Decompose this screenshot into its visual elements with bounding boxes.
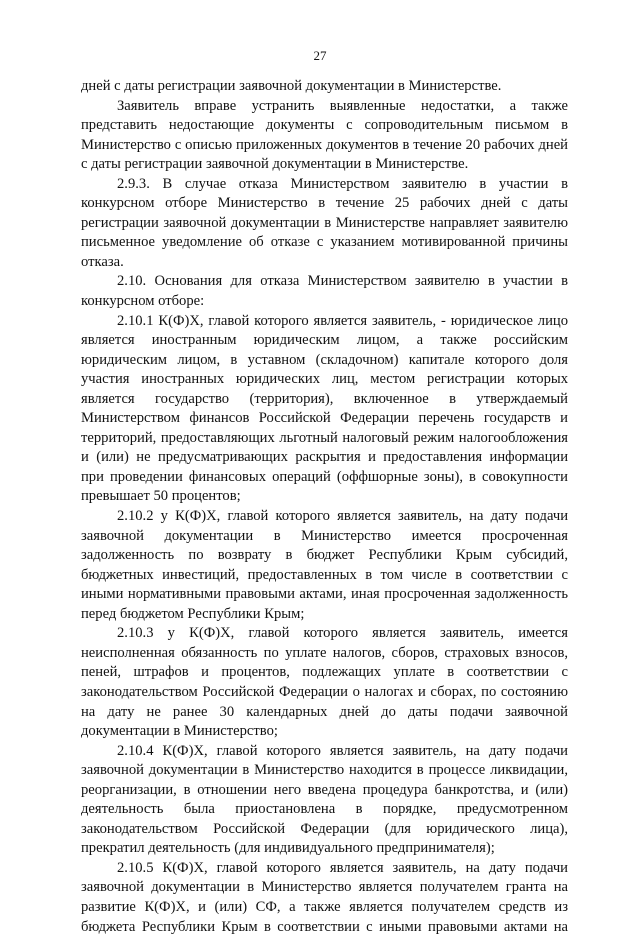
paragraph-2-10-3: 2.10.3 у К(Ф)Х, главой которого является заявитель, имеется неисполненная обязанность по уплате налогов, сборов, страховых взносов, пеней, штрафов и процентов, подлежащих уплате в соответствии с законодательством Российской Федерации о налогах и сборах, по состоянию на дату не ранее 30 календарных дней до даты подачи заявочной документации в Министерство; [81,625,568,740]
paragraph-2-10-2: 2.10.2 у К(Ф)Х, главой которого является заявитель, на дату подачи заявочной документации в Министерство имеется просроченная задолженность по возврату в бюджет Республики Крым субсидий, бюджетных инвестиций, предоставленных в том числе в соответствии с иными нормативными правовыми актами, иная просроченная задолженность перед бюджетом Республики Крым; [81,508,568,622]
paragraph-2-10: 2.10. Основания для отказа Министерством заявителю в участии в конкурсном отборе: [81,273,568,310]
page-number: 27 [313,48,327,63]
paragraph-applicant-right: Заявитель вправе устранить выявленные недостатки, а также представить недостающие документы с сопроводительным письмом в Министерство с описью приложенных документов в течение 20 рабочих дней с даты регистрации заявочной документации в Министерстве. [81,97,568,173]
document-body [81,77,568,937]
paragraph-2-10-4: 2.10.4 К(Ф)Х, главой которого является заявитель, на дату подачи заявочной документации в Министерство находится в процессе ликвидации, реорганизации, в отношении него введена процедура банкротства, и (или) деятельность была приостановлена в порядке, предусмотренном законодательством Российской Федерации (для юридического лица), прекратил деятельность (для индивидуального предпринимателя); [81,742,568,857]
paragraph-2-10-5: 2.10.5 К(Ф)Х, главой которого является заявитель, на дату подачи заявочной документации в Министерство является получателем гранта на развитие К(Ф)Х, и (или) СФ, а также является получателем средств из бюджета Республики Крым в соответствии с иными правовыми актами на [81,859,568,935]
paragraph-2-9-3: 2.9.3. В случае отказа Министерством заявителю в участии в конкурсном отборе Министерство в течение 25 рабочих дней с даты регистрации заявочной документации в Министерстве направляет заявителю письменное уведомление об отказе с указанием мотивированной причины отказа. [81,175,568,270]
paragraph-2-10-1: 2.10.1 К(Ф)Х, главой которого является заявитель, - юридическое лицо является иностранным юридическим лицом, а также российским юридическим лицом, в уставном (складочном) капитале которого доля участия иностранных юридических лиц, местом регистрации которых является государство (территория), включенное в утверждаемый Министерством финансов Российской Федерации перечень государств и территорий, предоставляющих льготный налоговый режим налогообложения и (или) не предусматривающих раскрытия и предоставления информации при проведении финансовых операций (оффшорные зоны), в совокупности превышает 50 процентов; [81,312,568,505]
paragraph-continuation: дней с даты регистрации заявочной документации в Министерстве. [81,78,502,94]
